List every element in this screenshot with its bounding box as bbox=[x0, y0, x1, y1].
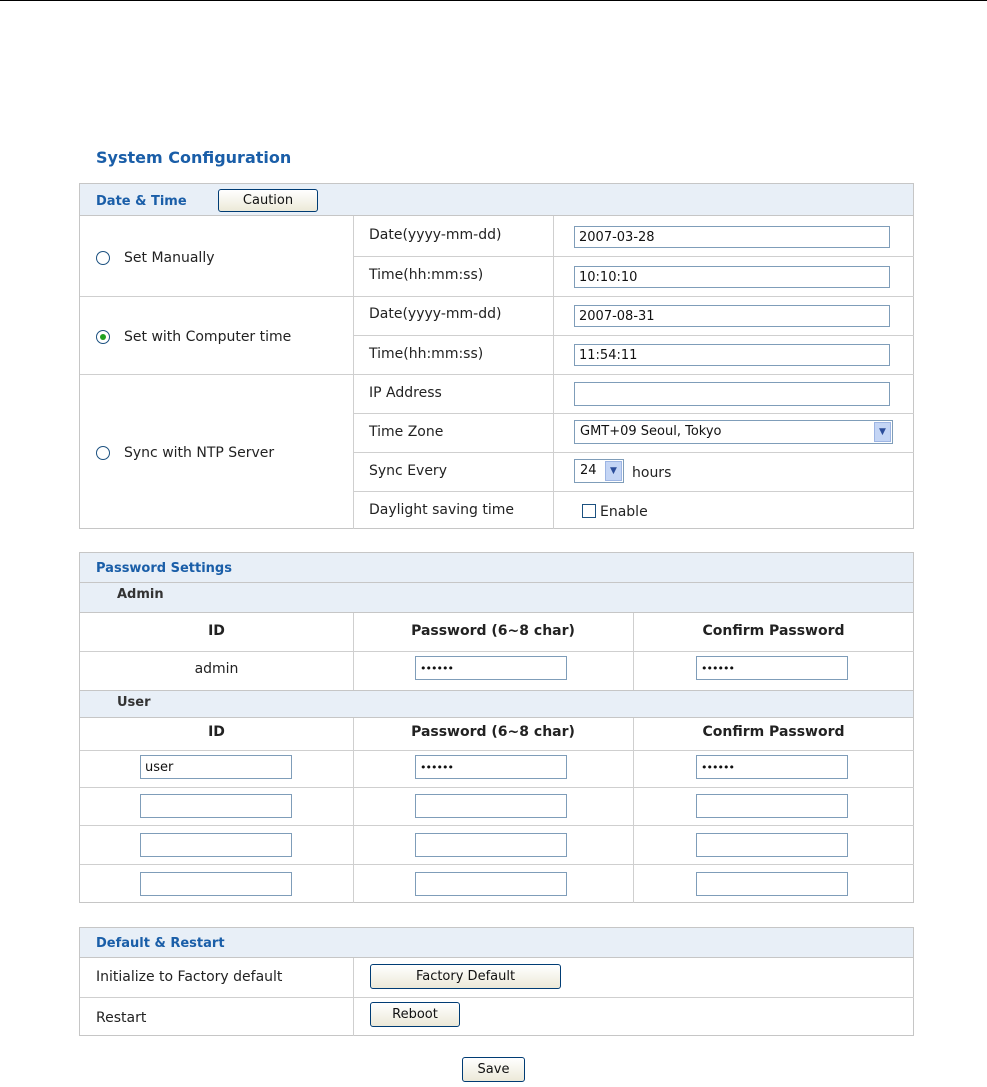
restart-label: Restart bbox=[96, 1010, 147, 1026]
chevron-down-icon[interactable]: ▼ bbox=[874, 422, 891, 442]
user-confirm-input-3[interactable] bbox=[696, 833, 848, 857]
admin-col-confirm: Confirm Password bbox=[702, 623, 845, 639]
admin-subheader bbox=[80, 583, 913, 613]
grid-line bbox=[353, 718, 354, 903]
user-col-password: Password (6~8 char) bbox=[411, 724, 575, 740]
user-col-confirm: Confirm Password bbox=[702, 724, 845, 740]
admin-col-id: ID bbox=[208, 623, 225, 639]
grid-line bbox=[353, 256, 914, 257]
sync-every-select[interactable] bbox=[574, 459, 624, 483]
set-manually-label: Set Manually bbox=[124, 250, 215, 266]
manual-time-label: Time(hh:mm:ss) bbox=[369, 267, 484, 283]
grid-line bbox=[353, 216, 354, 529]
computer-time-input[interactable] bbox=[574, 344, 890, 366]
grid-line bbox=[353, 335, 914, 336]
grid-line bbox=[80, 651, 914, 652]
grid-line bbox=[633, 718, 634, 903]
date-time-section bbox=[79, 183, 914, 529]
user-confirm-input-4[interactable] bbox=[696, 872, 848, 896]
top-border-line bbox=[0, 0, 987, 1]
grid-line bbox=[80, 374, 914, 375]
set-computer-time-radio[interactable] bbox=[96, 330, 110, 344]
sync-every-value: 24 bbox=[580, 463, 597, 478]
admin-password-input[interactable] bbox=[415, 656, 567, 680]
sync-every-label: Sync Every bbox=[369, 463, 447, 479]
date-time-title: Date & Time bbox=[96, 194, 187, 209]
time-zone-value: GMT+09 Seoul, Tokyo bbox=[580, 424, 722, 439]
admin-title: Admin bbox=[117, 587, 164, 602]
password-settings-section bbox=[79, 552, 914, 903]
grid-line bbox=[80, 825, 914, 826]
user-confirm-input-1[interactable] bbox=[696, 755, 848, 779]
user-id-input-4[interactable] bbox=[140, 872, 292, 896]
chevron-down-icon[interactable]: ▼ bbox=[605, 461, 622, 481]
manual-date-label: Date(yyyy-mm-dd) bbox=[369, 227, 502, 243]
user-title: User bbox=[117, 695, 151, 710]
ip-address-input[interactable] bbox=[574, 382, 890, 406]
time-zone-label: Time Zone bbox=[369, 424, 444, 440]
user-confirm-input-2[interactable] bbox=[696, 794, 848, 818]
admin-col-password: Password (6~8 char) bbox=[411, 623, 575, 639]
sync-ntp-radio[interactable] bbox=[96, 446, 110, 460]
grid-line bbox=[80, 864, 914, 865]
grid-line bbox=[80, 787, 914, 788]
password-settings-header bbox=[80, 553, 913, 583]
save-button[interactable]: Save bbox=[462, 1057, 525, 1082]
user-subheader bbox=[80, 690, 913, 718]
default-restart-section bbox=[79, 927, 914, 1036]
page-title: System Configuration bbox=[96, 148, 292, 167]
user-password-input-1[interactable] bbox=[415, 755, 567, 779]
user-password-input-4[interactable] bbox=[415, 872, 567, 896]
caution-button[interactable]: Caution bbox=[218, 189, 318, 212]
computer-time-label: Time(hh:mm:ss) bbox=[369, 346, 484, 362]
user-id-input-3[interactable] bbox=[140, 833, 292, 857]
user-id-input-2[interactable] bbox=[140, 794, 292, 818]
factory-default-button[interactable]: Factory Default bbox=[370, 964, 561, 989]
user-password-input-2[interactable] bbox=[415, 794, 567, 818]
grid-line bbox=[353, 491, 914, 492]
set-manually-radio[interactable] bbox=[96, 251, 110, 265]
computer-date-input[interactable] bbox=[574, 305, 890, 327]
ip-address-label: IP Address bbox=[369, 385, 442, 401]
computer-date-label: Date(yyyy-mm-dd) bbox=[369, 306, 502, 322]
grid-line bbox=[80, 296, 914, 297]
user-id-input-1[interactable] bbox=[140, 755, 292, 779]
dst-label: Daylight saving time bbox=[369, 502, 515, 518]
factory-default-label: Initialize to Factory default bbox=[96, 969, 283, 985]
sync-ntp-label: Sync with NTP Server bbox=[124, 445, 275, 461]
time-zone-select[interactable] bbox=[574, 420, 893, 444]
grid-line bbox=[80, 997, 914, 998]
reboot-button[interactable]: Reboot bbox=[370, 1002, 460, 1027]
user-col-id: ID bbox=[208, 724, 225, 740]
date-time-header bbox=[80, 184, 913, 216]
sync-unit-label: hours bbox=[632, 465, 672, 481]
default-restart-header bbox=[80, 928, 913, 958]
manual-time-input[interactable] bbox=[574, 266, 890, 288]
grid-line bbox=[80, 750, 914, 751]
manual-date-input[interactable] bbox=[574, 226, 890, 248]
password-settings-title: Password Settings bbox=[96, 561, 232, 576]
set-computer-time-label: Set with Computer time bbox=[124, 329, 292, 345]
default-restart-title: Default & Restart bbox=[96, 936, 225, 951]
admin-id-value: admin bbox=[194, 661, 239, 677]
admin-confirm-input[interactable] bbox=[696, 656, 848, 680]
dst-enable-checkbox[interactable] bbox=[582, 504, 596, 518]
grid-line bbox=[353, 452, 914, 453]
grid-line bbox=[553, 216, 554, 529]
grid-line bbox=[353, 413, 914, 414]
user-password-input-3[interactable] bbox=[415, 833, 567, 857]
dst-enable-label: Enable bbox=[600, 504, 648, 520]
